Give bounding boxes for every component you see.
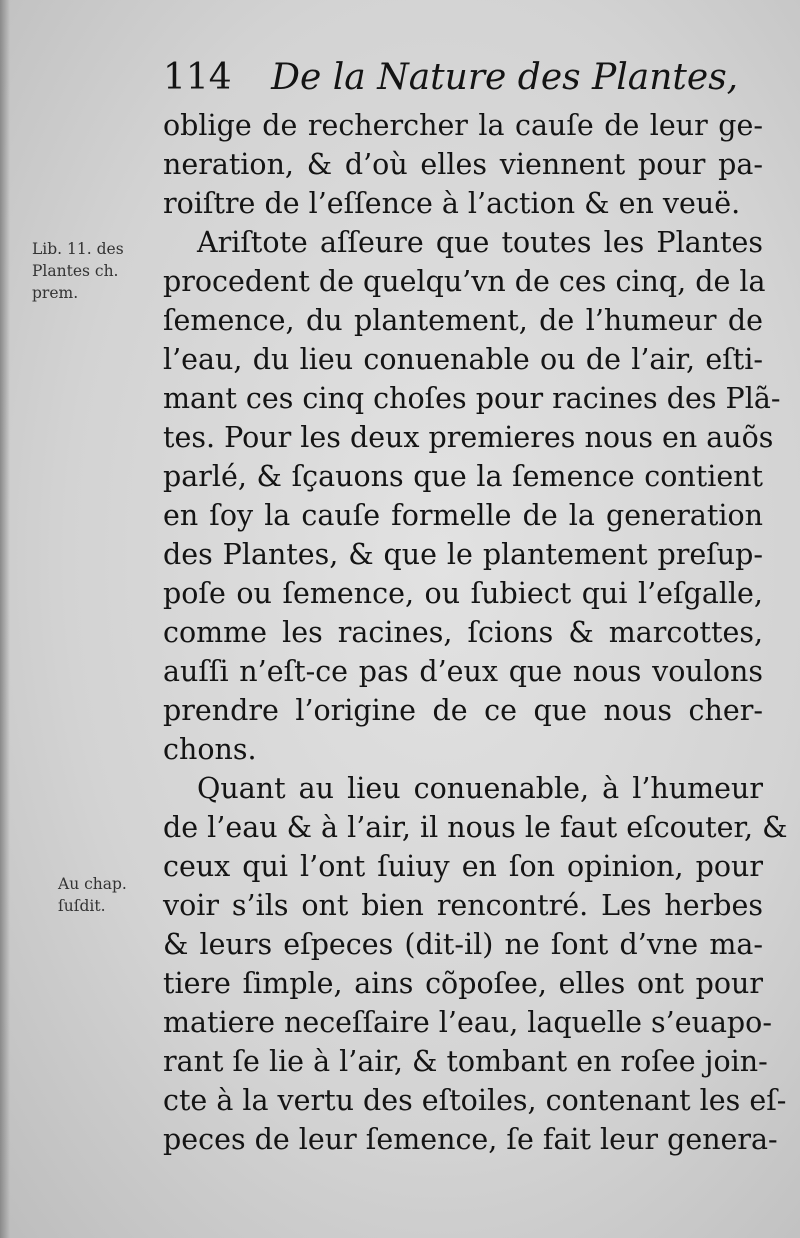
running-head: De la Nature des Plantes, xyxy=(271,57,739,98)
text-line: & leurs eſpeces (dit-il) ne ſont d’vne ma- xyxy=(163,928,763,961)
text-line: comme les racines, ſcions & marcottes, xyxy=(163,616,763,649)
text-line: rant ſe lie à l’air, & tombant en roſee join- xyxy=(163,1045,768,1078)
text-line: procedent de quelqu’vn de ces cinq, de la xyxy=(163,265,766,298)
page-edge-shadow xyxy=(0,0,10,1238)
text-line: ceux qui l’ont ſuiuy en ſon opinion, pour xyxy=(163,850,763,883)
margin-note-line: Plantes ch. xyxy=(32,262,119,280)
text-line: mant ces cinq choſes pour racines des Plã- xyxy=(163,382,781,415)
text-line: des Plantes, & que le plantement preſup- xyxy=(163,538,763,571)
page-number: 114 xyxy=(163,57,232,98)
margin-note-reference xyxy=(58,873,127,917)
text-line: parlé, & ſçauons que la ſemence contient xyxy=(163,460,763,493)
text-line: Ariſtote aſſeure que toutes les Plantes xyxy=(197,226,763,259)
text-line: auſſi n’eſt-ce pas d’eux que nous voulons xyxy=(163,655,763,688)
text-line: neration, & d’où elles viennent pour pa- xyxy=(163,148,763,181)
text-line: cte à la vertu des eſtoiles, contenant les eſ- xyxy=(163,1084,787,1117)
body-text xyxy=(163,106,788,1159)
text-line: chons. xyxy=(163,733,257,766)
text-line: en ſoy la cauſe formelle de la generation xyxy=(163,499,763,532)
text-line: l’eau, du lieu conuenable ou de l’air, eſti- xyxy=(163,343,763,376)
text-line: tes. Pour les deux premieres nous en auõs xyxy=(163,421,774,454)
text-line: roiſtre de l’eſſence à l’action & en veuë. xyxy=(163,187,741,220)
text-line: prendre l’origine de ce que nous cher- xyxy=(163,694,763,727)
margin-note-line: ſuſdit. xyxy=(58,897,106,915)
text-line: poſe ou ſemence, ou ſubiect qui l’eſgalle, xyxy=(163,577,763,610)
text-line: matiere neceſſaire l’eau, laquelle s’euapo- xyxy=(163,1006,772,1039)
text-line: oblige de rechercher la cauſe de leur ge- xyxy=(163,109,763,142)
text-line: ſemence, du plantement, de l’humeur de xyxy=(163,304,763,337)
text-line: de l’eau & à l’air, il nous le faut eſcouter, & xyxy=(163,811,788,844)
text-line: Quant au lieu conuenable, à l’humeur xyxy=(197,772,763,805)
margin-note-source xyxy=(32,238,124,304)
page-header xyxy=(163,52,739,104)
text-line: voir s’ils ont bien rencontré. Les herbes xyxy=(163,889,763,922)
text-line: peces de leur ſemence, ſe fait leur genera- xyxy=(163,1123,778,1156)
margin-note-line: prem. xyxy=(32,284,79,302)
margin-note-line: Lib. 11. des xyxy=(32,240,124,258)
margin-note-line: Au chap. xyxy=(58,875,127,893)
text-line: tiere ſimple, ains cõpoſee, elles ont pour xyxy=(163,967,763,1000)
